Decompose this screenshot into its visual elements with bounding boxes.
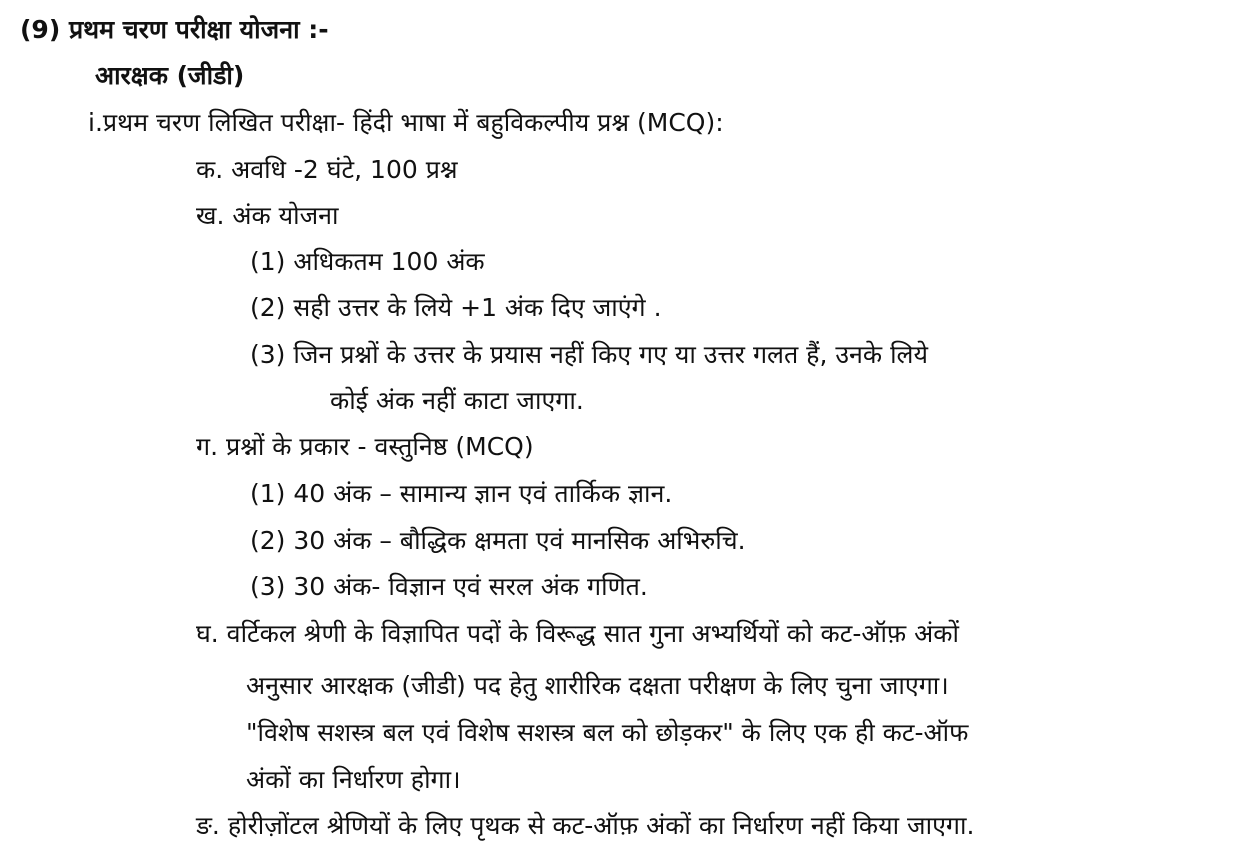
intro-line: i.प्रथम चरण लिखित परीक्षा- हिंदी भाषा में बहुविकल्पीय प्रश्न (MCQ): [88, 108, 724, 137]
marking-point-3: (3) जिन प्रश्नों के उत्तर के प्रयास नहीं किए गए या उत्तर गलत हैं, उनके लिये [250, 340, 928, 369]
item-gha-line-2: अनुसार आरक्षक (जीडी) पद हेतु शारीरिक दक्षता परीक्षण के लिए चुना जाएगा। [246, 671, 949, 700]
question-type-3: (3) 30 अंक- विज्ञान एवं सरल अंक गणित. [250, 572, 648, 601]
question-type-2: (2) 30 अंक – बौद्धिक क्षमता एवं मानसिक अभिरुचि. [250, 526, 746, 555]
marking-point-3-continued: कोई अंक नहीं काटा जाएगा. [330, 386, 584, 415]
item-gha-line-4: अंकों का निर्धारण होगा। [246, 765, 461, 794]
item-nga: ङ. होरीज़ोंटल श्रेणियों के लिए पृथक से कट-ऑफ़ अंकों का निर्धारण नहीं किया जाएगा. [196, 811, 975, 840]
item-kha-marking-scheme: ख. अंक योजना [196, 201, 339, 230]
marking-point-1: (1) अधिकतम 100 अंक [250, 247, 485, 276]
item-ka-duration: क. अवधि -2 घंटे, 100 प्रश्न [196, 155, 458, 184]
question-type-1: (1) 40 अंक – सामान्य ज्ञान एवं तार्किक ज्ञान. [250, 479, 673, 508]
marking-point-2: (2) सही उत्तर के लिये +1 अंक दिए जाएंगे . [250, 293, 662, 322]
item-gha-line-3: "विशेष सशस्त्र बल एवं विशेष सशस्त्र बल को छोड़कर" के लिए एक ही कट-ऑफ [246, 718, 969, 747]
item-gha-line-1: घ. वर्टिकल श्रेणी के विज्ञापित पदों के विरूद्ध सात गुना अभ्यर्थियों को कट-ऑफ़ अंकों [196, 619, 959, 648]
post-subheading: आरक्षक (जीडी) [95, 61, 245, 90]
section-heading: (9) प्रथम चरण परीक्षा योजना :- [20, 15, 329, 44]
item-ga-question-type: ग. प्रश्नों के प्रकार - वस्तुनिष्ठ (MCQ) [196, 432, 534, 461]
